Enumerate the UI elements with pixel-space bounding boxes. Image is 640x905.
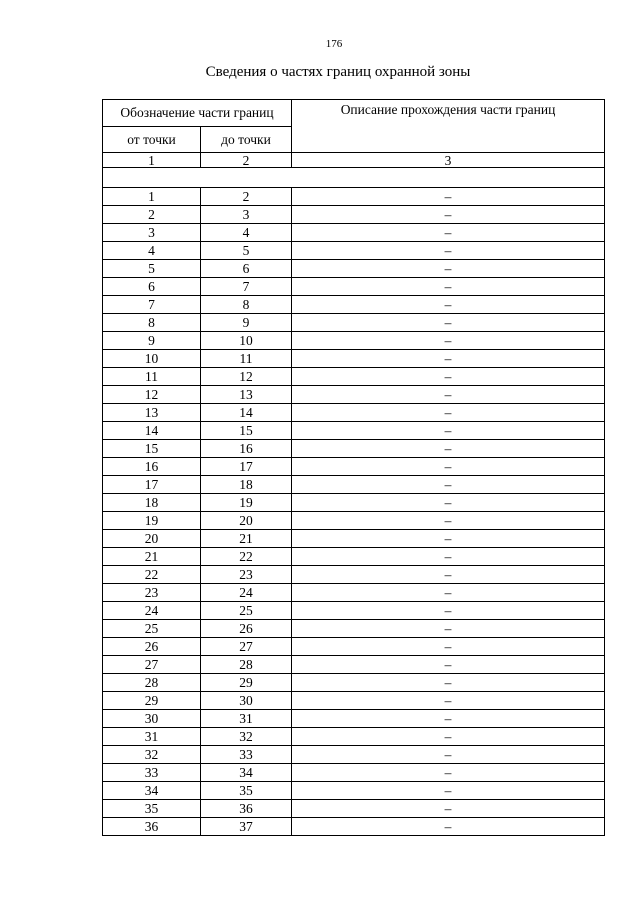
table-row — [103, 458, 605, 476]
from-point-cell: 22 — [103, 566, 201, 584]
table-row — [103, 620, 605, 638]
description-cell: – — [292, 638, 605, 656]
description-cell: – — [292, 476, 605, 494]
description-cell: – — [292, 674, 605, 692]
description-cell: – — [292, 656, 605, 674]
to-point-cell: 12 — [201, 368, 292, 386]
to-point-cell: 33 — [201, 746, 292, 764]
from-point-cell: 31 — [103, 728, 201, 746]
description-cell: – — [292, 368, 605, 386]
description-cell: – — [292, 440, 605, 458]
description-cell: – — [292, 530, 605, 548]
to-point-cell: 31 — [201, 710, 292, 728]
to-point-cell: 13 — [201, 386, 292, 404]
from-point-cell: 14 — [103, 422, 201, 440]
from-point-cell: 6 — [103, 278, 201, 296]
description-cell: – — [292, 422, 605, 440]
to-point-cell: 7 — [201, 278, 292, 296]
column-number-1: 1 — [103, 153, 201, 168]
description-cell: – — [292, 602, 605, 620]
to-point-cell: 8 — [201, 296, 292, 314]
from-point-cell: 21 — [103, 548, 201, 566]
to-point-cell: 23 — [201, 566, 292, 584]
to-point-cell: 6 — [201, 260, 292, 278]
to-point-cell: 3 — [201, 206, 292, 224]
to-point-cell: 10 — [201, 332, 292, 350]
column-number-3: 3 — [292, 153, 605, 168]
from-point-cell: 20 — [103, 530, 201, 548]
from-point-cell: 8 — [103, 314, 201, 332]
table-row — [103, 296, 605, 314]
to-point-cell: 21 — [201, 530, 292, 548]
page-title: Сведения о частях границ охранной зоны — [205, 64, 471, 80]
to-point-cell: 16 — [201, 440, 292, 458]
table-row — [103, 530, 605, 548]
from-point-cell: 23 — [103, 584, 201, 602]
table-row — [103, 476, 605, 494]
from-point-cell: 18 — [103, 494, 201, 512]
from-point-cell: 33 — [103, 764, 201, 782]
to-point-cell: 2 — [201, 188, 292, 206]
description-cell: – — [292, 206, 605, 224]
description-cell: – — [292, 818, 605, 836]
from-point-cell: 28 — [103, 674, 201, 692]
from-point-cell: 13 — [103, 404, 201, 422]
table-row — [103, 692, 605, 710]
from-point-cell: 4 — [103, 242, 201, 260]
table-row — [103, 224, 605, 242]
to-point-cell: 25 — [201, 602, 292, 620]
table-row — [103, 440, 605, 458]
to-point-cell: 37 — [201, 818, 292, 836]
to-point-cell: 29 — [201, 674, 292, 692]
from-point-cell: 19 — [103, 512, 201, 530]
description-cell: – — [292, 728, 605, 746]
description-cell: – — [292, 584, 605, 602]
description-cell: – — [292, 620, 605, 638]
from-point-cell: 35 — [103, 800, 201, 818]
table-row — [103, 764, 605, 782]
table-row — [103, 278, 605, 296]
table-row — [103, 638, 605, 656]
header-boundary-designation: Обозначение части границ — [103, 100, 292, 127]
to-point-cell: 9 — [201, 314, 292, 332]
description-cell: – — [292, 260, 605, 278]
to-point-cell: 17 — [201, 458, 292, 476]
description-cell: – — [292, 494, 605, 512]
from-point-cell: 27 — [103, 656, 201, 674]
from-point-cell: 5 — [103, 260, 201, 278]
description-cell: – — [292, 386, 605, 404]
table-row — [103, 602, 605, 620]
description-cell: – — [292, 350, 605, 368]
table-row — [103, 566, 605, 584]
header-to-point: до точки — [201, 127, 292, 153]
description-cell: – — [292, 782, 605, 800]
table-row — [103, 782, 605, 800]
from-point-cell: 30 — [103, 710, 201, 728]
from-point-cell: 9 — [103, 332, 201, 350]
description-cell: – — [292, 710, 605, 728]
table-row — [103, 386, 605, 404]
to-point-cell: 5 — [201, 242, 292, 260]
header-from-point: от точки — [103, 127, 201, 153]
table-row — [103, 584, 605, 602]
table-row — [103, 710, 605, 728]
table-row — [103, 548, 605, 566]
from-point-cell: 24 — [103, 602, 201, 620]
description-cell: – — [292, 746, 605, 764]
from-point-cell: 10 — [103, 350, 201, 368]
to-point-cell: 30 — [201, 692, 292, 710]
to-point-cell: 20 — [201, 512, 292, 530]
description-cell: – — [292, 278, 605, 296]
description-cell: – — [292, 332, 605, 350]
to-point-cell: 36 — [201, 800, 292, 818]
from-point-cell: 12 — [103, 386, 201, 404]
table-row — [103, 332, 605, 350]
to-point-cell: 11 — [201, 350, 292, 368]
to-point-cell: 15 — [201, 422, 292, 440]
table-row — [103, 818, 605, 836]
boundary-parts-table — [102, 99, 605, 836]
to-point-cell: 35 — [201, 782, 292, 800]
column-numbers-row — [103, 153, 605, 168]
description-cell: – — [292, 314, 605, 332]
from-point-cell: 15 — [103, 440, 201, 458]
table-row — [103, 422, 605, 440]
description-cell: – — [292, 224, 605, 242]
table-row — [103, 368, 605, 386]
to-point-cell: 4 — [201, 224, 292, 242]
page-number: 176 — [325, 38, 343, 50]
table-row — [103, 512, 605, 530]
to-point-cell: 34 — [201, 764, 292, 782]
table-row — [103, 800, 605, 818]
table-row — [103, 656, 605, 674]
table-row — [103, 206, 605, 224]
from-point-cell: 25 — [103, 620, 201, 638]
to-point-cell: 19 — [201, 494, 292, 512]
from-point-cell: 29 — [103, 692, 201, 710]
table-row — [103, 494, 605, 512]
blank-cell — [103, 168, 605, 188]
description-cell: – — [292, 242, 605, 260]
to-point-cell: 18 — [201, 476, 292, 494]
description-cell: – — [292, 188, 605, 206]
to-point-cell: 28 — [201, 656, 292, 674]
header-row-1 — [103, 100, 605, 127]
description-cell: – — [292, 692, 605, 710]
from-point-cell: 32 — [103, 746, 201, 764]
from-point-cell: 26 — [103, 638, 201, 656]
description-cell: – — [292, 764, 605, 782]
description-cell: – — [292, 404, 605, 422]
table-row — [103, 188, 605, 206]
table-row — [103, 674, 605, 692]
to-point-cell: 32 — [201, 728, 292, 746]
from-point-cell: 17 — [103, 476, 201, 494]
table-row — [103, 260, 605, 278]
description-cell: – — [292, 512, 605, 530]
table-row — [103, 242, 605, 260]
header-boundary-description: Описание прохождения части границ — [292, 100, 605, 153]
from-point-cell: 36 — [103, 818, 201, 836]
to-point-cell: 14 — [201, 404, 292, 422]
table-row — [103, 314, 605, 332]
from-point-cell: 16 — [103, 458, 201, 476]
from-point-cell: 7 — [103, 296, 201, 314]
to-point-cell: 27 — [201, 638, 292, 656]
table-row — [103, 728, 605, 746]
to-point-cell: 26 — [201, 620, 292, 638]
column-number-2: 2 — [201, 153, 292, 168]
table-row — [103, 746, 605, 764]
from-point-cell: 34 — [103, 782, 201, 800]
from-point-cell: 3 — [103, 224, 201, 242]
blank-row — [103, 168, 605, 188]
from-point-cell: 1 — [103, 188, 201, 206]
description-cell: – — [292, 566, 605, 584]
table-row — [103, 404, 605, 422]
description-cell: – — [292, 548, 605, 566]
to-point-cell: 22 — [201, 548, 292, 566]
to-point-cell: 24 — [201, 584, 292, 602]
table-row — [103, 350, 605, 368]
description-cell: – — [292, 296, 605, 314]
from-point-cell: 11 — [103, 368, 201, 386]
description-cell: – — [292, 800, 605, 818]
description-cell: – — [292, 458, 605, 476]
from-point-cell: 2 — [103, 206, 201, 224]
